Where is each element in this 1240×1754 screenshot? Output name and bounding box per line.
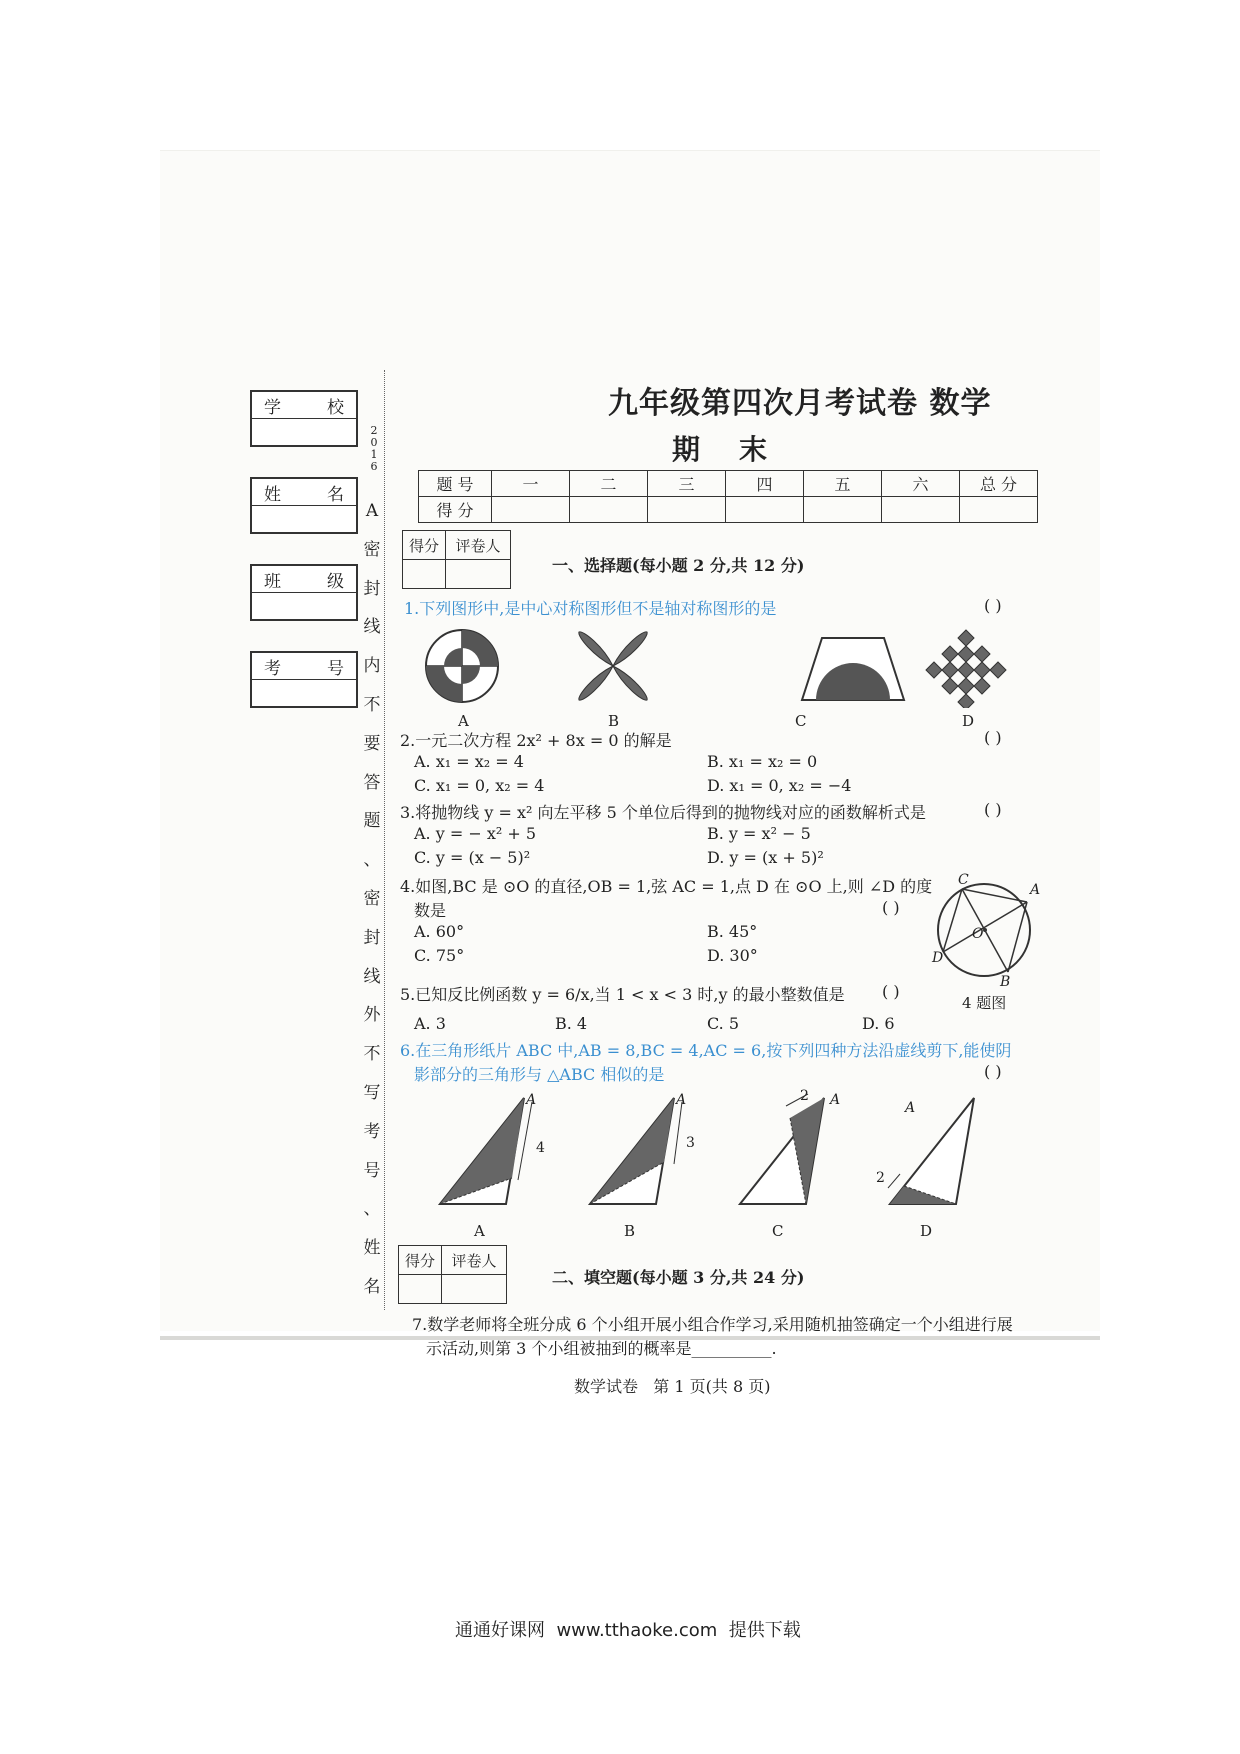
grader-score-label: 得分 xyxy=(403,531,446,560)
seal-warning-char: 内 xyxy=(363,656,381,677)
grader-name-label: 评卷人 xyxy=(442,1246,507,1275)
option-label: A xyxy=(458,712,469,730)
seal-warning-char: 名 xyxy=(363,1276,381,1297)
question-7-cont: 示活动,则第 3 个小组被抽到的概率是__________. xyxy=(426,1339,777,1358)
seal-warning-char: 写 xyxy=(363,1082,381,1103)
section-1-title: 一、选择题(每小题 2 分,共 12 分) xyxy=(552,556,805,575)
point-label: C xyxy=(958,872,969,888)
question-4-cont: 数是 xyxy=(414,901,447,920)
score-cell[interactable] xyxy=(726,497,804,523)
field-label: 姓 xyxy=(264,484,281,505)
name-input-box[interactable] xyxy=(252,506,356,532)
option-label: C xyxy=(772,1222,784,1240)
grader-score-cell[interactable] xyxy=(403,560,446,589)
score-cell[interactable] xyxy=(570,497,648,523)
option-label: C xyxy=(795,712,807,730)
option-label: D xyxy=(962,712,975,730)
length-label: 2 xyxy=(876,1170,885,1186)
download-source-text: 通通好课网 www.tthaoke.com 提供下载 xyxy=(455,1620,801,1641)
school-field xyxy=(250,390,358,447)
class-input-box[interactable] xyxy=(252,593,356,619)
table-header: 六 xyxy=(882,471,960,497)
question-6-cont: 影部分的三角形与 △ABC 相似的是 xyxy=(414,1065,665,1084)
table-header: 三 xyxy=(648,471,726,497)
figure-caption: 4 题图 xyxy=(962,994,1007,1012)
seal-warning-char: 密 xyxy=(363,539,381,560)
option-text: C. x₁ = 0, x₂ = 4 xyxy=(414,776,545,795)
grader-score-cell[interactable] xyxy=(399,1275,442,1304)
seal-warning-char: 、 xyxy=(363,1199,381,1220)
grader-name-label: 评卷人 xyxy=(446,531,511,560)
seal-warning-char: 线 xyxy=(363,966,381,987)
grader-box xyxy=(402,530,511,589)
table-header: 总 分 xyxy=(960,471,1038,497)
field-label: 班 xyxy=(264,571,281,592)
question-5: 5.已知反比例函数 y = 6/x,当 1 < x < 3 时,y 的最小整数值是 xyxy=(400,985,845,1004)
seal-line xyxy=(384,370,385,1310)
question-1: 1.下列图形中,是中心对称图形但不是轴对称图形的是 xyxy=(404,599,777,618)
grader-box xyxy=(398,1245,507,1304)
question-6: 6.在三角形纸片 ABC 中,AB = 8,BC = 4,AC = 6,按下列四种方法沿虚线剪下,能使阴 xyxy=(400,1041,1012,1060)
seal-warning-char: 考 xyxy=(363,1121,381,1142)
field-label: 学 xyxy=(264,397,281,418)
point-label-a: A xyxy=(905,1100,916,1116)
exam-title: 九年级第四次月考试卷 数学 xyxy=(608,386,992,421)
option-label: A xyxy=(474,1222,485,1240)
score-cell[interactable] xyxy=(804,497,882,523)
option-text: D. 30° xyxy=(707,946,758,965)
answer-bracket[interactable]: ( ) xyxy=(984,596,1002,615)
option-text: D. y = (x + 5)² xyxy=(707,848,824,867)
seal-warning-char: 不 xyxy=(363,694,381,715)
option-text: A. 3 xyxy=(414,1014,446,1033)
triangle-option-a xyxy=(440,1098,532,1204)
question-3: 3.将抛物线 y = x² 向左平移 5 个单位后得到的抛物线对应的函数解析式是 xyxy=(400,803,926,822)
seal-warning-char: 密 xyxy=(363,888,381,909)
seal-warning-char: 封 xyxy=(363,578,381,599)
field-label: 考 xyxy=(264,658,281,679)
answer-bracket[interactable]: ( ) xyxy=(882,982,900,1001)
field-label: 级 xyxy=(327,571,344,592)
triangle-option-d xyxy=(888,1098,974,1204)
year-vertical xyxy=(368,425,380,473)
seal-warning-char: 要 xyxy=(363,733,381,754)
seal-warning-char: 姓 xyxy=(363,1238,381,1259)
option-label: B xyxy=(624,1222,636,1240)
year-digit: 6 xyxy=(370,460,378,473)
seal-warning-char: 号 xyxy=(363,1160,381,1181)
answer-bracket[interactable]: ( ) xyxy=(984,800,1002,819)
seal-line-warning xyxy=(362,492,382,1307)
year-digit: 2 xyxy=(370,424,378,437)
length-label: 4 xyxy=(536,1140,545,1156)
field-label: 号 xyxy=(327,658,344,679)
seal-warning-char: 封 xyxy=(363,927,381,948)
question-7: 7.数学老师将全班分成 6 个小组开展小组合作学习,采用随机抽签确定一个小组进行展 xyxy=(412,1315,1013,1334)
school-input-box[interactable] xyxy=(252,419,356,445)
q4-circle-diagram xyxy=(930,872,1040,992)
figure-c-trapezoid xyxy=(802,638,904,700)
table-header: 二 xyxy=(570,471,648,497)
point-label: B xyxy=(1000,974,1011,990)
year-digit: 0 xyxy=(370,436,378,449)
option-label: D xyxy=(920,1222,933,1240)
seal-warning-char: 线 xyxy=(363,617,381,638)
seal-warning-char: 、 xyxy=(363,850,381,871)
triangle-option-c xyxy=(740,1094,824,1204)
section-2-title: 二、填空题(每小题 3 分,共 24 分) xyxy=(552,1268,805,1287)
seal-warning-char: 答 xyxy=(363,772,381,793)
grader-score-label: 得分 xyxy=(399,1246,442,1275)
triangle-option-b xyxy=(590,1098,682,1204)
table-header: 题 号 xyxy=(419,471,492,497)
score-table xyxy=(418,470,1038,523)
option-text: A. x₁ = x₂ = 4 xyxy=(414,752,524,771)
point-label-a: A xyxy=(676,1092,687,1108)
point-label: A xyxy=(1030,882,1041,898)
name-field xyxy=(250,477,358,534)
figure-b-petals xyxy=(579,632,647,700)
exam-number-input-box[interactable] xyxy=(252,680,356,706)
option-text: B. 4 xyxy=(555,1014,588,1033)
option-text: A. y = − x² + 5 xyxy=(414,824,537,843)
point-label: O xyxy=(972,926,984,942)
field-label: 校 xyxy=(327,397,344,418)
length-label: 3 xyxy=(686,1135,695,1151)
seal-warning-char: 外 xyxy=(363,1005,381,1026)
q1-figures xyxy=(420,628,1060,708)
point-label-a: A xyxy=(830,1092,841,1108)
figure-d-diamond-grid xyxy=(926,630,1006,708)
field-label: 名 xyxy=(327,484,344,505)
option-text: B. 45° xyxy=(707,922,758,941)
question-4: 4.如图,BC 是 ⊙O 的直径,OB = 1,弦 AC = 1,点 D 在 ⊙O 上,则 ∠D 的度 xyxy=(400,877,933,896)
option-text: B. x₁ = x₂ = 0 xyxy=(707,752,818,771)
class-field xyxy=(250,564,358,621)
grader-name-cell[interactable] xyxy=(446,560,511,589)
exam-number-field xyxy=(250,651,358,708)
option-text: C. 75° xyxy=(414,946,465,965)
seal-warning-char: 题 xyxy=(363,811,381,832)
seal-warning-char: 不 xyxy=(363,1044,381,1065)
option-text: C. y = (x − 5)² xyxy=(414,848,531,867)
option-text: B. y = x² − 5 xyxy=(707,824,811,843)
option-text: C. 5 xyxy=(707,1014,740,1033)
length-label: 2 xyxy=(800,1088,809,1104)
seal-warning-char: A xyxy=(365,501,379,521)
score-cell[interactable] xyxy=(960,497,1038,523)
page-footer: 数学试卷 第 1 页(共 8 页) xyxy=(574,1377,771,1396)
option-text: D. 6 xyxy=(862,1014,895,1033)
score-cell[interactable] xyxy=(492,497,570,523)
answer-bracket[interactable]: ( ) xyxy=(984,1062,1002,1081)
grader-name-cell[interactable] xyxy=(442,1275,507,1304)
score-cell[interactable] xyxy=(882,497,960,523)
figure-a-circle xyxy=(426,630,498,702)
option-label: B xyxy=(608,712,620,730)
answer-bracket[interactable]: ( ) xyxy=(882,898,900,917)
score-cell[interactable] xyxy=(648,497,726,523)
exam-subtitle: 期 末 xyxy=(672,433,767,466)
table-header: 五 xyxy=(804,471,882,497)
table-header: 四 xyxy=(726,471,804,497)
table-header: 一 xyxy=(492,471,570,497)
point-label-a: A xyxy=(526,1092,537,1108)
answer-bracket[interactable]: ( ) xyxy=(984,728,1002,747)
option-text: A. 60° xyxy=(414,922,465,941)
option-text: D. x₁ = 0, x₂ = −4 xyxy=(707,776,852,795)
question-2: 2.一元二次方程 2x² + 8x = 0 的解是 xyxy=(400,731,672,750)
year-digit: 1 xyxy=(370,448,378,461)
point-label: D xyxy=(932,950,944,966)
table-row-label: 得 分 xyxy=(419,497,492,523)
